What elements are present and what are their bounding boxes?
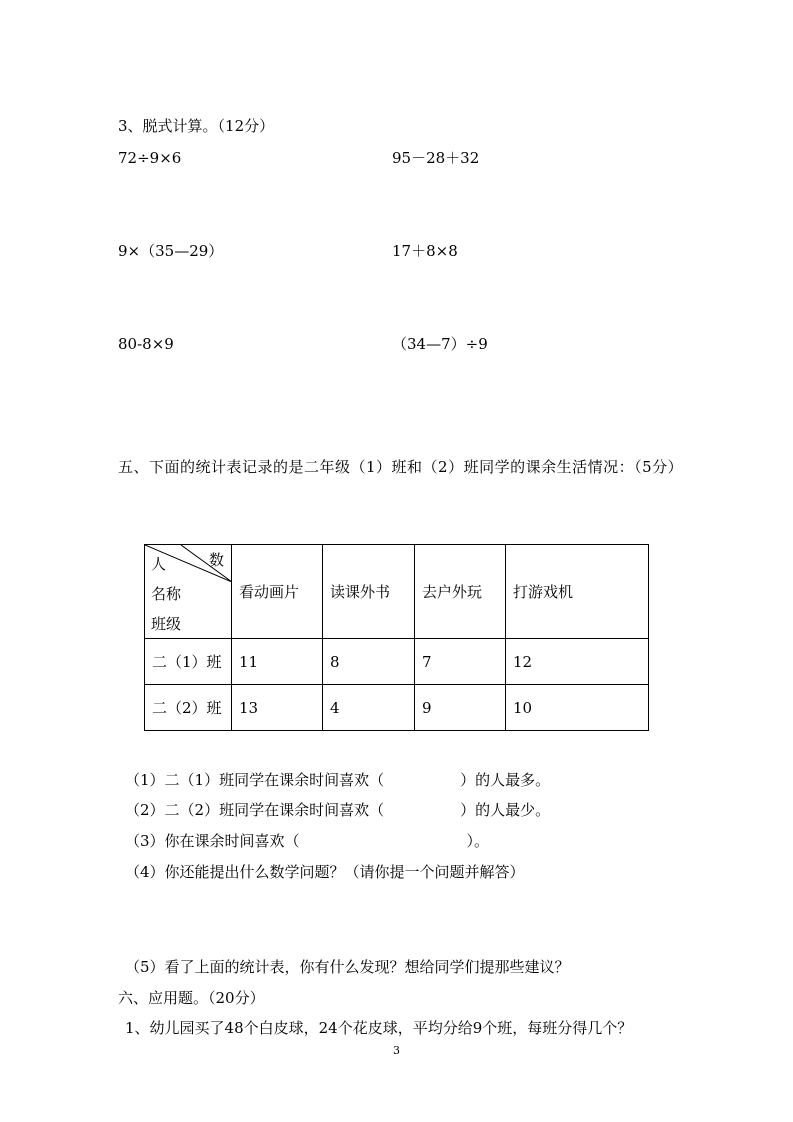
table-cell: 9 xyxy=(415,685,506,731)
column-header: 读课外书 xyxy=(323,545,415,639)
question-3 xyxy=(125,831,489,851)
column-header: 去户外玩 xyxy=(415,545,506,639)
application-question-1: 1、幼儿园买了48个白皮球，24个花皮球，平均分给9个班，每班分得几个？ xyxy=(125,1019,633,1037)
table-cell: 13 xyxy=(232,685,323,731)
table-cell: 11 xyxy=(232,639,323,685)
table-cell: 4 xyxy=(323,685,415,731)
table-cell: 12 xyxy=(506,639,649,685)
column-header: 看动画片 xyxy=(232,545,323,639)
question-2-prefix: （2）二（2）班同学在课余时间喜欢（ xyxy=(125,801,385,819)
page-number: 3 xyxy=(393,1044,400,1057)
row-label: 二（1）班 xyxy=(145,639,232,685)
expression-5: 80-8×9 xyxy=(118,335,174,353)
expression-2: 95－28＋32 xyxy=(392,149,480,167)
question-1 xyxy=(125,770,550,790)
table-row xyxy=(145,685,649,731)
table-cell: 7 xyxy=(415,639,506,685)
diag-label-class: 班级 xyxy=(151,615,182,633)
question-3-suffix: ）。 xyxy=(466,832,490,850)
table-header-row xyxy=(145,545,649,639)
question-2-suffix: ）的人最少。 xyxy=(460,801,551,819)
expression-6: （34—7）÷9 xyxy=(392,335,488,353)
section-3-title: 3、脱式计算。（12分） xyxy=(118,117,275,135)
question-5: （5）看了上面的统计表，你有什么发现？想给同学们提那些建议？ xyxy=(125,958,570,976)
diag-label-ren: 人 xyxy=(151,555,167,573)
diagonal-header-cell xyxy=(145,545,232,639)
diag-label-shu: 数 xyxy=(209,551,225,569)
question-1-prefix: （1）二（1）班同学在课余时间喜欢（ xyxy=(125,771,385,789)
table-cell: 10 xyxy=(506,685,649,731)
expression-1: 72÷9×6 xyxy=(118,149,182,167)
question-4: （4）你还能提出什么数学问题？（请你提一个问题并解答） xyxy=(125,863,525,881)
question-2 xyxy=(125,800,550,820)
table-cell: 8 xyxy=(323,639,415,685)
stats-table xyxy=(144,544,649,731)
expression-3: 9×（35—29） xyxy=(118,242,224,260)
table-row xyxy=(145,639,649,685)
question-3-prefix: （3）你在课余时间喜欢（ xyxy=(125,832,300,850)
diag-label-name: 名称 xyxy=(151,585,182,603)
row-label: 二（2）班 xyxy=(145,685,232,731)
question-1-suffix: ）的人最多。 xyxy=(460,771,551,789)
section-6-title: 六、应用题。（20分） xyxy=(118,989,265,1007)
section-5-title: 五、下面的统计表记录的是二年级（1）班和（2）班同学的课余生活情况：（5分） xyxy=(118,458,684,476)
column-header: 打游戏机 xyxy=(506,545,649,639)
expression-4: 17＋8×8 xyxy=(392,242,458,260)
